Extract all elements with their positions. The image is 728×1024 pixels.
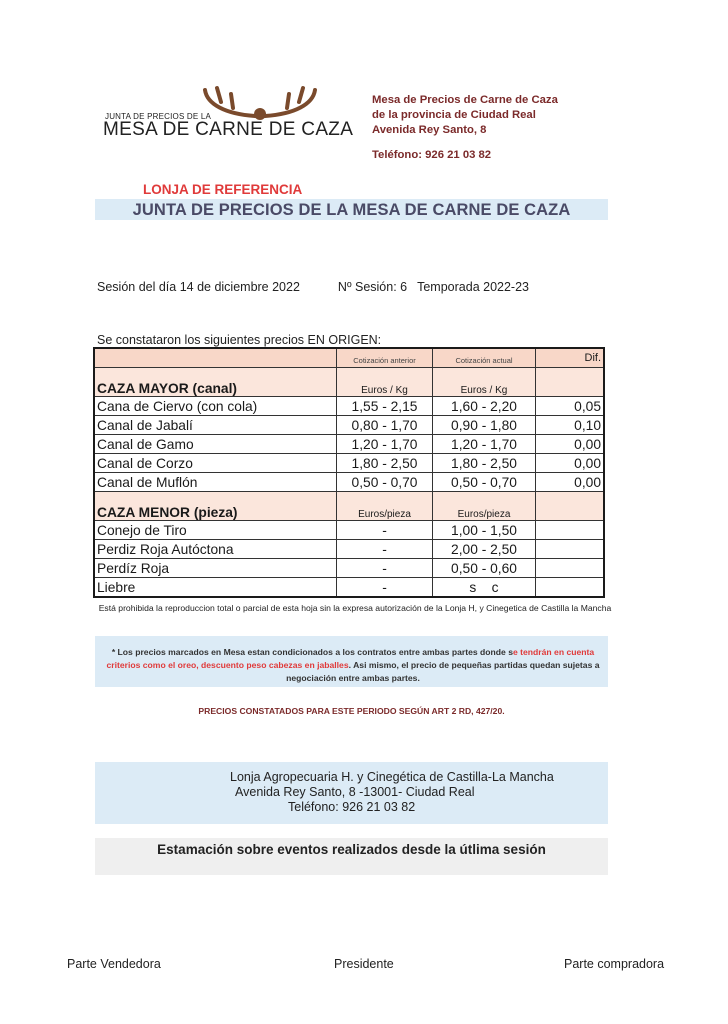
- table-row: [94, 435, 604, 454]
- product-name: Liebre: [94, 578, 337, 598]
- product-name: Perdíz Roja: [94, 559, 337, 578]
- table-header-row: [94, 348, 604, 368]
- product-name: Canal de Gamo: [94, 435, 337, 454]
- section-row-menor: [94, 492, 604, 521]
- logo-title: MESA DE CARNE DE CAZA: [103, 119, 354, 140]
- intro-text: Se constataron los siguientes precios EN ORIGEN:: [97, 333, 382, 347]
- product-name: Perdiz Roja Autóctona: [94, 540, 337, 559]
- price-diff: 0,10: [536, 416, 605, 435]
- curr-price: 1,60 - 2,20: [433, 397, 536, 416]
- price-diff: [536, 578, 605, 598]
- table-row: [94, 473, 604, 492]
- product-name: Canal de Jabalí: [94, 416, 337, 435]
- empty-cell: [536, 368, 605, 397]
- contact-line: Avenida Rey Santo, 8: [372, 124, 487, 136]
- header-cell: Cotización actual: [433, 348, 536, 368]
- antlers-icon: [195, 84, 325, 120]
- price-diff: [536, 540, 605, 559]
- product-name: Canal de Corzo: [94, 454, 337, 473]
- prev-price: 1,20 - 1,70: [337, 435, 433, 454]
- note-text: * Los precios marcados en Mesa estan condicionados a los contratos entre ambas partes donde se tendrán en cuenta criterios como el oreo, descuento peso cabezas en jaballes. Asi mismo, el precio de pequeñas partidas quedan sujetas a negociación entre ambas partes.: [106, 647, 600, 683]
- curr-price: 2,00 - 2,50: [433, 540, 536, 559]
- price-table: [93, 347, 605, 598]
- prev-price: -: [337, 559, 433, 578]
- curr-price: 0,50 - 0,70: [433, 473, 536, 492]
- header-cell: Cotización anterior: [337, 348, 433, 368]
- curr-price: 1,80 - 2,50: [433, 454, 536, 473]
- legal-reference: PRECIOS CONSTATADOS PARA ESTE PERIODO SEGÚN ART 2 RD, 427/20.: [198, 706, 505, 716]
- unit-label: Euros / Kg: [337, 368, 433, 397]
- page-title: JUNTA DE PRECIOS DE LA MESA DE CARNE DE CAZA: [132, 201, 571, 219]
- lonja-address: [95, 770, 608, 815]
- signature-president: Presidente: [334, 957, 394, 971]
- table-row: [94, 559, 604, 578]
- product-name: Conejo de Tiro: [94, 521, 337, 540]
- session-number: Nº Sesión: 6: [337, 280, 408, 294]
- curr-price: 0,90 - 1,80: [433, 416, 536, 435]
- table-row: [94, 416, 604, 435]
- table-row: [94, 454, 604, 473]
- table-row: [94, 540, 604, 559]
- session-date: Sesión del día 14 de diciembre 2022: [97, 280, 300, 294]
- lonja-name: Lonja Agropecuaria H. y Cinegética de Castilla-La Mancha: [230, 770, 554, 784]
- unit-label: Euros/pieza: [337, 492, 433, 521]
- curr-price: 0,50 - 0,60: [433, 559, 536, 578]
- contact-block: [372, 93, 558, 163]
- contact-line: Mesa de Precios de Carne de Caza: [372, 94, 558, 106]
- estimation-title: Estamación sobre eventos realizados desde la útlima sesión: [157, 842, 546, 857]
- price-diff: 0,00: [536, 473, 605, 492]
- prev-price: 0,50 - 0,70: [337, 473, 433, 492]
- prev-price: -: [337, 540, 433, 559]
- header-cell: [94, 348, 337, 368]
- empty-cell: [536, 492, 605, 521]
- reference-label: LONJA DE REFERENCIA: [143, 182, 303, 197]
- session-info: [97, 280, 529, 294]
- unit-label: Euros / Kg: [433, 368, 536, 397]
- price-diff: [536, 521, 605, 540]
- prohibition-notice: Está prohibida la reproduccion total o parcial de esta hoja sin la expresa autorización de la Lonja H, y Cinegetica de Castilla la Mancha: [98, 603, 612, 613]
- product-name: Canal de Muflón: [94, 473, 337, 492]
- logo-subtitle: JUNTA DE PRECIOS DE LA: [105, 112, 212, 121]
- prev-price: 1,55 - 2,15: [337, 397, 433, 416]
- price-diff: 0,00: [536, 435, 605, 454]
- section-row-mayor: [94, 368, 604, 397]
- signature-seller: Parte Vendedora: [67, 957, 161, 971]
- prev-price: 0,80 - 1,70: [337, 416, 433, 435]
- session-season: Temporada 2022-23: [417, 280, 529, 294]
- unit-label: Euros/pieza: [433, 492, 536, 521]
- table-row: [94, 397, 604, 416]
- contact-phone: Teléfono: 926 21 03 82: [372, 149, 492, 161]
- price-diff: 0,00: [536, 454, 605, 473]
- price-diff: [536, 559, 605, 578]
- lonja-phone: Teléfono: 926 21 03 82: [288, 800, 416, 814]
- product-name: Cana de Ciervo (con cola): [94, 397, 337, 416]
- section-title: CAZA MAYOR (canal): [94, 368, 337, 397]
- curr-price: s c: [433, 578, 536, 598]
- section-title: CAZA MENOR (pieza): [94, 492, 337, 521]
- curr-price: 1,00 - 1,50: [433, 521, 536, 540]
- lonja-street: Avenida Rey Santo, 8 -13001- Ciudad Real: [235, 785, 475, 799]
- table-row: [94, 521, 604, 540]
- prev-price: 1,80 - 2,50: [337, 454, 433, 473]
- price-diff: 0,05: [536, 397, 605, 416]
- header-cell: Dif.: [536, 348, 605, 368]
- table-row: [94, 578, 604, 598]
- signature-buyer: Parte compradora: [564, 957, 665, 971]
- curr-price: 1,20 - 1,70: [433, 435, 536, 454]
- prev-price: -: [337, 521, 433, 540]
- contact-line: de la provincia de Ciudad Real: [372, 109, 536, 121]
- prev-price: -: [337, 578, 433, 598]
